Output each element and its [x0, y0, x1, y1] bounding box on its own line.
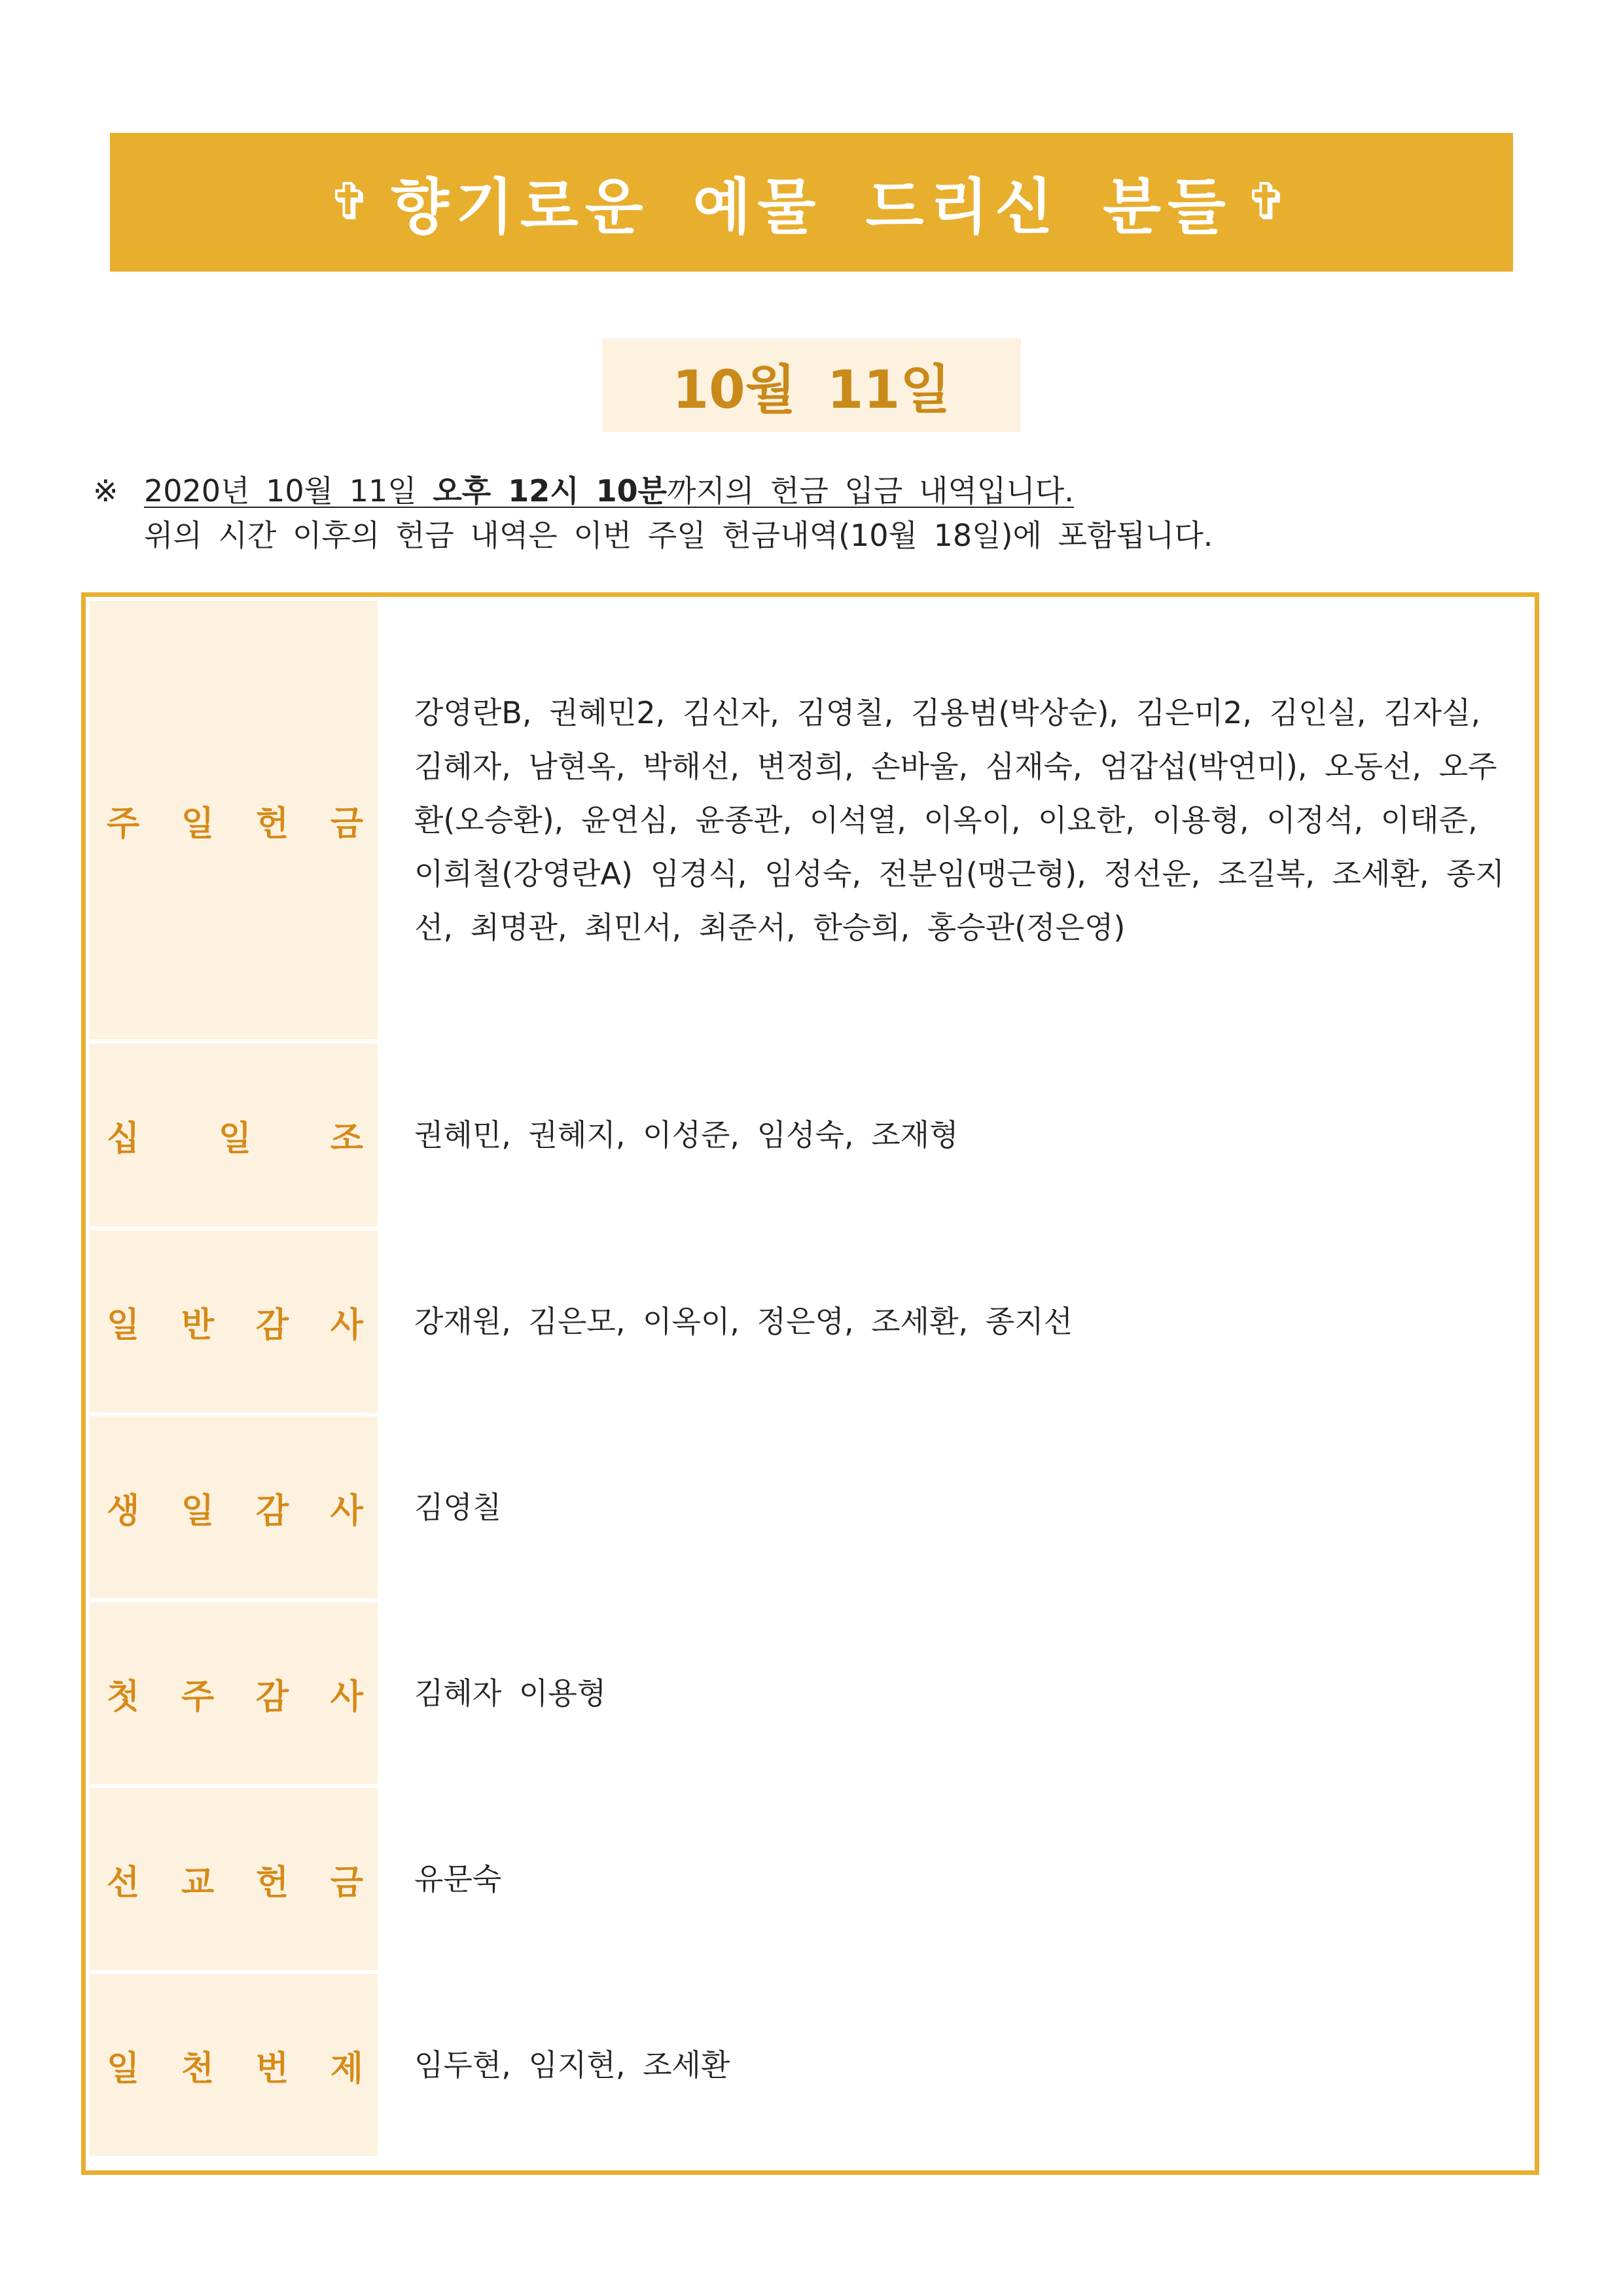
- label-char: 감: [255, 1677, 289, 1717]
- notice-underlined: [144, 473, 1074, 509]
- offering-table: [81, 592, 1539, 2175]
- row-names: 김혜자 이용형: [414, 1676, 607, 1711]
- label-char: 사: [330, 1305, 363, 1345]
- row-label-cell: [90, 1416, 378, 1598]
- label-char: 선: [107, 1863, 140, 1903]
- row-names: 권혜민, 권혜지, 이성준, 임성숙, 조재형: [414, 1117, 959, 1153]
- row-label-cell: [90, 1043, 378, 1227]
- label-char: 금: [330, 804, 363, 844]
- row-label-cell: [90, 1602, 378, 1784]
- label-char: 교: [181, 1863, 215, 1903]
- row-names: 김영칠: [414, 1490, 502, 1525]
- label-char: 반: [181, 1305, 215, 1345]
- notice-line-2: 위의 시간 이후의 헌금 내역은 이번 주일 헌금내역(10월 18일)에 포함됩니다.: [144, 518, 1213, 553]
- label-char: 감: [255, 1305, 289, 1345]
- row-label: [107, 1483, 363, 1532]
- row-label: [107, 1669, 363, 1718]
- label-char: 주: [107, 804, 140, 844]
- table-row: [90, 1043, 1531, 1227]
- date-box: [602, 338, 1021, 432]
- label-char: 일: [107, 2049, 140, 2089]
- cross-left-icon: ✞: [328, 173, 378, 232]
- label-char: 금: [330, 1863, 363, 1903]
- reference-mark: ※: [93, 473, 118, 509]
- date-label: 10월 11일: [672, 359, 951, 420]
- table-row: [90, 1230, 1531, 1412]
- notice-line-1: [93, 469, 1213, 513]
- title-banner: [110, 133, 1513, 272]
- row-names: 강영란B, 권혜민2, 김신자, 김영칠, 김용범(박상순), 김은미2, 김인실, 김자실, 김혜자, 남현옥, 박해선, 변정희, 손바울, 심재숙, 엄갑섭(박연미), 오동선, 오주환(오승환), 윤연심, 윤종관, 이석열, 이옥이, 이요한, 이용형, 이정석, 이태준, 이희철(강영란A) 임경식, 임성숙, 전분임(맹근형), 정선운, 조길복, 조세환, 종지선, 최명관, 최민서, 최준서, 한승희, 홍승관(정은영): [414, 695, 1505, 945]
- label-char: 일: [181, 804, 215, 844]
- table-row: [90, 1602, 1531, 1784]
- label-char: 번: [255, 2049, 289, 2089]
- row-names: 유문숙: [414, 1861, 502, 1897]
- table-row: [90, 1974, 1531, 2156]
- label-char: 일: [218, 1119, 252, 1158]
- row-label-cell: [90, 1974, 378, 2156]
- label-char: 사: [330, 1491, 363, 1531]
- notice-text-a: 2020년 10월 11일: [144, 473, 433, 509]
- row-label: [107, 1855, 363, 1904]
- row-label-cell: [90, 601, 378, 1039]
- row-label: [107, 796, 363, 845]
- label-char: 헌: [255, 1863, 289, 1903]
- label-char: 조: [330, 1119, 363, 1158]
- label-char: 일: [107, 1305, 140, 1345]
- label-char: 주: [181, 1677, 215, 1717]
- page-title-text: 향기로운 예물 드리신 분들: [391, 172, 1232, 242]
- label-char: 제: [330, 2049, 363, 2089]
- cross-right-icon: ✞: [1245, 173, 1295, 232]
- label-char: 천: [181, 2049, 215, 2089]
- label-char: 헌: [255, 804, 289, 844]
- label-char: 일: [181, 1491, 215, 1531]
- label-char: 사: [330, 1677, 363, 1717]
- table-row: [90, 601, 1531, 1039]
- label-char: 십: [107, 1119, 140, 1158]
- page-title: [329, 159, 1294, 245]
- row-label: [107, 1111, 363, 1160]
- label-char: 감: [255, 1491, 289, 1531]
- table-row: [90, 1788, 1531, 1970]
- notice-deadline: 오후 12시 10분: [433, 473, 668, 509]
- notice-text-b: 까지의 헌금 입금 내역입니다.: [667, 473, 1074, 509]
- row-names: 강재원, 김은모, 이옥이, 정은영, 조세환, 종지선: [414, 1304, 1073, 1339]
- row-label-cell: [90, 1788, 378, 1970]
- label-char: 첫: [107, 1677, 140, 1717]
- notice: [93, 469, 1213, 558]
- row-label: [107, 2041, 363, 2090]
- row-label-cell: [90, 1230, 378, 1412]
- label-char: 생: [107, 1491, 140, 1531]
- row-label: [107, 1297, 363, 1346]
- table-row: [90, 1416, 1531, 1598]
- row-names: 임두현, 임지현, 조세환: [414, 2047, 730, 2083]
